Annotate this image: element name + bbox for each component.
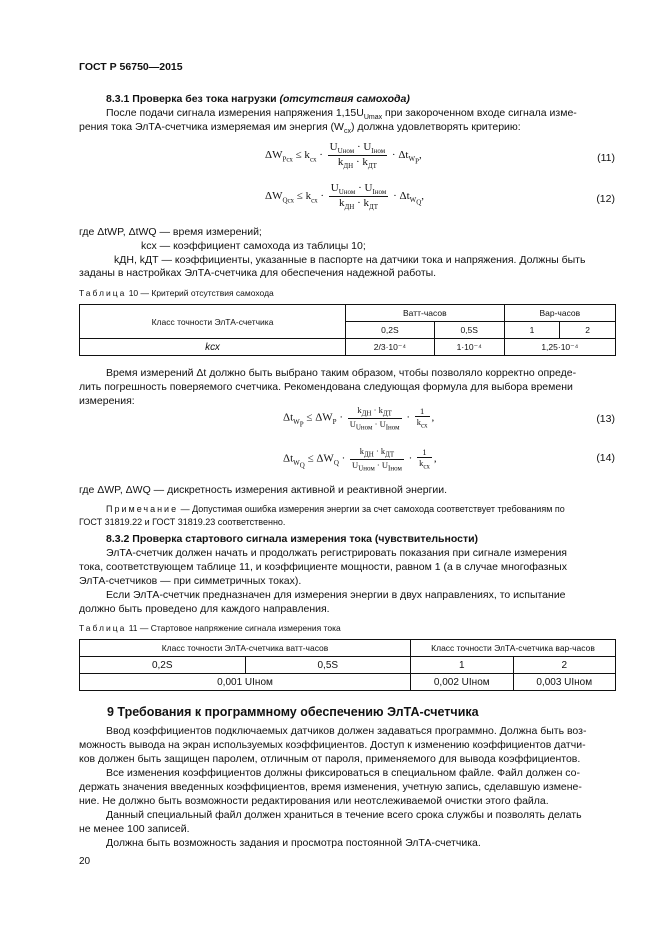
equation-number-12: (12) <box>596 193 615 205</box>
document-header: ГОСТ Р 56750—2015 <box>79 61 183 73</box>
section-831-heading-italic: (отсутствия самохода) <box>279 93 410 105</box>
section-831-para-line2: рения тока ЭлТА-счетчика измеряемая им энергия $(W_{сх})$ должна удовлетворять критерию: <box>79 121 521 136</box>
section-832-title: 8.3.2 Проверка стартового сигнала измерения тока (чувствительности) <box>106 533 479 545</box>
formula-11: $\Delta W_{Pсх} \le k_{сх}$ · $\frac{U_{Uном} \cdot U_{Iном}}{k_{ДН} \cdot k_{ДТ}}$ · $\Delta t_{W_P}$, <box>265 141 422 171</box>
section-832-line5: должно быть проведено для каждого направления. <box>79 603 330 615</box>
table10-row-label: kсх <box>80 339 346 356</box>
table10-header-class: Класс точности ЭлТА-счетчика <box>80 305 346 339</box>
section-9-line3: ков должен быть защищен паролем, отличным от пароля, применяемого для вывода коэффициентов. <box>79 753 581 765</box>
section-832-line4: Если ЭлТА-счетчик предназначен для измерения энергии в двух направлениях, то испытание <box>106 589 566 601</box>
table10-class-2: 2 <box>560 322 616 339</box>
table10-header-var: Вар-часов <box>504 305 615 322</box>
section-832-line3: ЭлТА-счетчиков — при симметричных токах). <box>79 575 302 587</box>
section-9-line8: не менее 100 записей. <box>79 823 190 835</box>
section-9-line6: ние. Не должно быть возможности редактирования или неотслеживаемой очистки этого файла. <box>79 795 549 807</box>
table11-header-var: Класс точности ЭлТА-счетчика вар-часов <box>411 640 616 657</box>
time-para-line2: лить погрешность поверяемого счетчика. Рекомендована следующая формула для выбора времени <box>79 381 573 393</box>
formula-14: $\Delta t_{W_Q} \le \Delta W_Q$ · $\frac{k_{ДН} \cdot k_{ДТ}}{U_{Uном} \cdot U_{Iном}}$ · $\frac{1}{k_{сх}}$ , <box>283 446 437 473</box>
section-9-line7: Данный специальный файл должен храниться в течение всего срока службы и позволять делать <box>106 809 582 821</box>
section-9-line1: Ввод коэффициентов подключаемых датчиков должен задаваться программно. Должна быть воз- <box>106 725 587 737</box>
section-831-heading: 8.3.1 Проверка без тока нагрузки <box>106 93 277 105</box>
table11-class-2: 2 <box>513 657 616 674</box>
section-9-line4: Все изменения коэффициентов должны фиксироваться в специальном файле. Файл должен со- <box>106 767 580 779</box>
table11-class-1: 1 <box>411 657 513 674</box>
where-line-4: заданы в настройках ЭлТА-счетчика для обеспечения надежной работы. <box>79 267 437 279</box>
section-831-title <box>79 92 615 107</box>
time-para-line3: измерения: <box>79 395 135 407</box>
equation-number-11: (11) <box>597 152 615 164</box>
table10-caption: Таблица 10 — Критерий отсутствия самохода <box>79 288 274 298</box>
table10-class-05s: 0,5S <box>434 322 504 339</box>
formula-13: $\Delta t_{W_P} \le \Delta W_P$ · $\frac{k_{ДН} \cdot k_{ДТ}}{U_{Uном} \cdot U_{Iном}}$ · $\frac{1}{k_{сх}}$ , <box>283 405 435 432</box>
table10-class-1: 1 <box>504 322 560 339</box>
table10-value-05s: 1·10⁻⁴ <box>434 339 504 356</box>
note-line2: ГОСТ 31819.22 и ГОСТ 31819.23 соответственно. <box>79 517 286 527</box>
table11-caption: Таблица 11 — Стартовое напряжение сигнала измерения тока <box>79 623 341 633</box>
table11-class-05s: 0,5S <box>245 657 411 674</box>
table11-header-watt: Класс точности ЭлТА-счетчика ватт-часов <box>80 640 411 657</box>
time-para-line1: Время измерений Δt должно быть выбрано таким образом, чтобы позволяло корректно опреде- <box>106 367 577 379</box>
where-line-1: где ΔtWP, ΔtWQ — время измерений; <box>79 226 262 238</box>
table10-value-02s: 2/3·10⁻⁴ <box>346 339 435 356</box>
section-832-line1: ЭлТА-счетчик должен начать и продолжать регистрировать показания при сигнале измерения <box>106 547 567 559</box>
section-9-line2: можность вывода на экран используемых коэффициентов. Доступ к изменению коэффициентов датчи- <box>79 739 586 751</box>
table11-value-var2: 0,003 UIном <box>513 674 616 691</box>
page-number: 20 <box>79 856 91 867</box>
table11-value-var1: 0,002 UIном <box>411 674 513 691</box>
equation-number-13: (13) <box>596 413 615 425</box>
table11-value-watt: 0,001 UIном <box>80 674 411 691</box>
section-9-line9: Должна быть возможность задания и просмотра постоянной ЭлТА-счетчика. <box>106 837 481 849</box>
section-9-line5: держать значения введенных коэффициентов, время изменения, учетную запись, сделавшую измене- <box>79 781 582 793</box>
section-831-para-line1: После подачи сигнала измерения напряжения $1,15U_{Umax}$ при закороченном входе сигнала изме- <box>106 107 577 122</box>
note-line1: Примечание — Допустимая ошибка измерения энергии за счет самохода соответствует требованиям по <box>106 504 565 514</box>
section-9-title: 9 Требования к программному обеспечению ЭлТА-счетчика <box>107 705 479 719</box>
table-10 <box>79 304 616 356</box>
section-832-line2: тока, соответствующем таблице 11, и коэффициенте мощности, равном 1 (а в случае многофазных <box>79 561 567 573</box>
table10-class-02s: 0,2S <box>346 322 435 339</box>
table-11 <box>79 639 616 691</box>
table11-class-02s: 0,2S <box>80 657 246 674</box>
where-line-2: kсх — коэффициент самохода из таблицы 10; <box>141 240 366 252</box>
table10-header-watt: Ватт-часов <box>346 305 505 322</box>
formula-12: $\Delta W_{Qсх} \le k_{сх}$ · $\frac{U_{Uном} \cdot U_{Iном}}{k_{ДН} \cdot k_{ДТ}}$ · $\Delta t_{W_Q}$, <box>265 182 425 212</box>
equation-number-14: (14) <box>596 452 615 464</box>
where-line-3: kДН, kДТ — коэффициенты, указанные в паспорте на датчики тока и напряжения. Должны быть <box>114 254 586 266</box>
table10-value-var: 1,25·10⁻⁴ <box>504 339 615 356</box>
time-where: где ΔWP, ΔWQ — дискретность измерения активной и реактивной энергии. <box>79 484 448 496</box>
